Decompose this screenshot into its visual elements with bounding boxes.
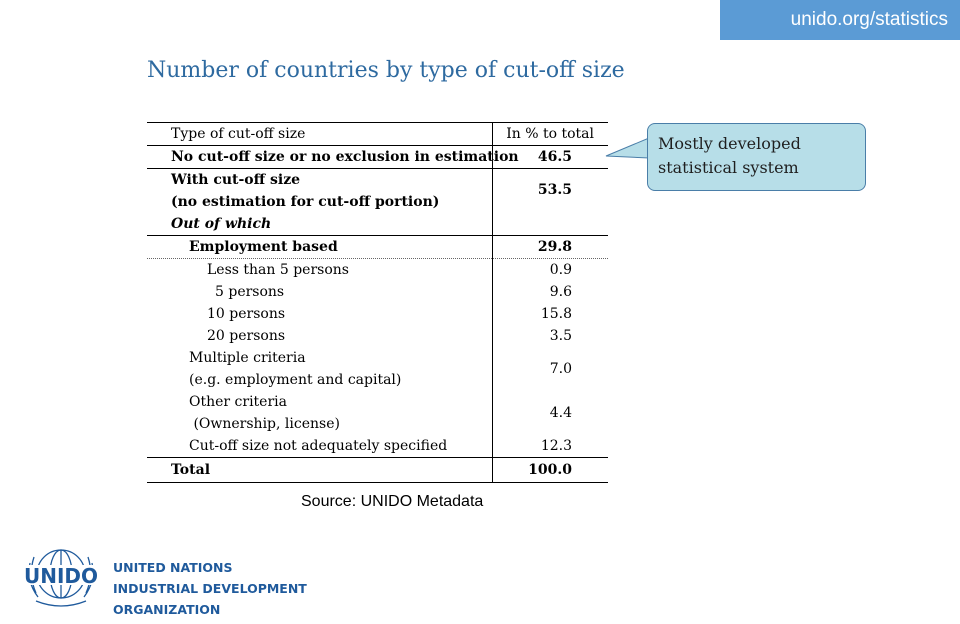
callout-note [647,123,866,191]
row-label-line: Other criteria [189,394,287,410]
org-name-line: UNITED NATIONS [113,560,233,575]
row-label: No cut-off size or no exclusion in estimation [147,146,492,169]
source-note: Source: UNIDO Metadata [301,493,484,510]
row-value: 46.5 [492,146,608,169]
column-header-type: Type of cut-off size [147,123,492,146]
callout-text-line: statistical system [658,158,799,177]
row-value: 7.0 [492,347,608,391]
row-value: 15.8 [492,303,608,325]
table-row [147,169,608,236]
table-row [147,347,608,391]
table-row-total [147,458,608,483]
url-badge[interactable]: unido.org/statistics [720,0,960,40]
callout-text-line: Mostly developed [658,134,801,153]
row-label [147,347,492,391]
row-value: 3.5 [492,325,608,347]
row-label-line: (Ownership, license) [189,416,340,432]
row-value: 0.9 [492,259,608,282]
row-label-line: (no estimation for cut-off portion) [171,194,440,210]
row-label [147,169,492,236]
table-row [147,391,608,435]
row-value: 4.4 [492,391,608,435]
row-label [147,391,492,435]
table-row [147,236,608,259]
org-name [113,557,380,620]
table-row [147,146,608,169]
row-value: 9.6 [492,281,608,303]
row-label: 20 persons [207,328,286,344]
table-row [147,259,608,282]
row-label-line: With cut-off size [171,172,301,188]
row-label: 5 persons [215,284,285,300]
row-label: 10 persons [207,306,286,322]
un-emblem-icon [20,543,102,615]
cutoff-table [147,122,608,483]
table-header-row [147,123,608,146]
slide-title: Number of countries by type of cut-off size [147,58,625,83]
row-label-line: (e.g. employment and capital) [189,372,402,388]
table-row [147,303,608,325]
row-label-line: Out of which [171,216,272,232]
row-label-line: Multiple criteria [189,350,306,366]
row-value: 100.0 [492,458,608,483]
callout-pointer [605,136,651,162]
row-label: Total [147,458,492,483]
table-row [147,435,608,458]
row-value: 53.5 [492,169,608,236]
row-label: Employment based [147,236,492,259]
row-label: Less than 5 persons [147,259,492,282]
table-row [147,281,608,303]
table-row [147,325,608,347]
logo-acronym: UNIDO [23,564,99,588]
row-label: Cut-off size not adequately specified [189,438,448,454]
row-value: 12.3 [492,435,608,458]
org-name-line: INDUSTRIAL DEVELOPMENT ORGANIZATION [113,581,307,617]
row-value: 29.8 [492,236,608,259]
unido-logo [20,543,380,615]
column-header-percent: In % to total [492,123,608,146]
